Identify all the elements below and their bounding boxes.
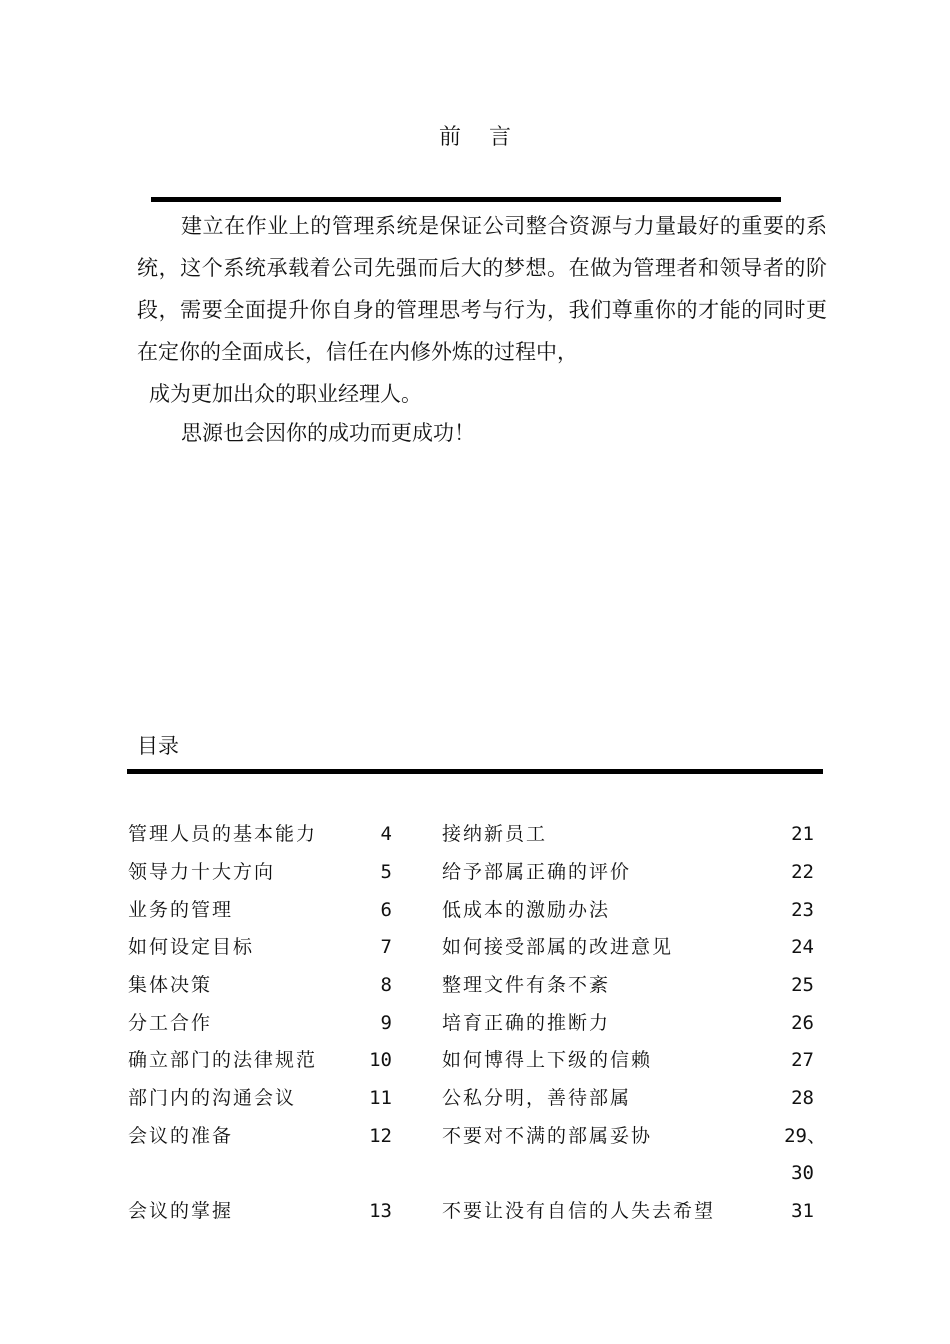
toc-entry-title: 部门内的沟通会议 xyxy=(128,1087,297,1109)
preface-paragraph-1 xyxy=(137,205,827,415)
toc-entry-title: 不要对不满的部属妥协 xyxy=(442,1125,653,1147)
toc-entry-title: 会议的准备 xyxy=(128,1125,234,1147)
toc-entry-page: 27 xyxy=(791,1049,814,1071)
toc-entry-title: 业务的管理 xyxy=(128,899,234,921)
toc-entry-title: 给予部属正确的评价 xyxy=(442,861,632,883)
toc-divider xyxy=(127,769,823,774)
toc-entry-page: 9 xyxy=(380,1012,392,1034)
toc-entry-page: 11 xyxy=(369,1087,392,1109)
toc-entry-title: 确立部门的法律规范 xyxy=(128,1049,318,1071)
toc-entry-title: 会议的掌握 xyxy=(128,1200,234,1222)
toc-entry-page: 25 xyxy=(791,974,814,996)
toc-entry-page: 5 xyxy=(380,861,392,883)
toc-entry-title: 接纳新员工 xyxy=(442,823,548,845)
preface-title: 前言 xyxy=(438,125,539,150)
toc-entry-page: 23 xyxy=(791,899,814,921)
toc-entry-page: 6 xyxy=(380,899,392,921)
toc-entry-title: 不要让没有自信的人失去希望 xyxy=(442,1200,716,1222)
toc-entry-page: 8 xyxy=(380,974,392,996)
toc-entry-page: 12 xyxy=(369,1125,392,1147)
title-divider xyxy=(151,197,781,202)
toc-entry-page: 13 xyxy=(369,1200,392,1222)
toc-entry-title: 整理文件有条不紊 xyxy=(442,974,611,996)
preface-paragraph-2: 思源也会因你的成功而更成功！ xyxy=(181,421,475,445)
toc-entry-page: 29、 xyxy=(784,1125,826,1147)
toc-entry-page: 10 xyxy=(369,1049,392,1071)
preface-paragraph-1-tail: 成为更加出众的职业经理人。 xyxy=(149,382,422,406)
toc-entry-title: 公私分明，善待部属 xyxy=(442,1087,632,1109)
toc-entry-title: 如何设定目标 xyxy=(128,936,255,958)
toc-entry-title: 如何博得上下级的信赖 xyxy=(442,1049,653,1071)
toc-entry-page: 26 xyxy=(791,1012,814,1034)
toc-entry-page: 21 xyxy=(791,823,814,845)
toc-heading: 目录 xyxy=(137,734,179,758)
toc-entry-title: 集体决策 xyxy=(128,974,213,996)
toc-entry-page: 4 xyxy=(380,823,392,845)
toc-entry-title: 分工合作 xyxy=(128,1012,213,1034)
toc-entry-page: 28 xyxy=(791,1087,814,1109)
toc-entry-title: 管理人员的基本能力 xyxy=(128,823,318,845)
toc-entry-page: 22 xyxy=(791,861,814,883)
toc-entry-page: 7 xyxy=(380,936,392,958)
toc-entry-title: 如何接受部属的改进意见 xyxy=(442,936,674,958)
toc-entry-title: 低成本的激励办法 xyxy=(442,899,611,921)
toc-entry-page: 30 xyxy=(791,1162,814,1184)
preface-paragraph-1-main: 建立在作业上的管理系统是保证公司整合资源与力量最好的重要的系统，这个系统承载着公司先强而后大的梦想。在做为管理者和领导者的阶段，需要全面提升你自身的管理思考与行为，我们尊重你的才能的同时更在定你的全面成长，信任在内修外炼的过程中， xyxy=(137,214,827,364)
toc-entry-page: 24 xyxy=(791,936,814,958)
toc-entry-title: 领导力十大方向 xyxy=(128,861,276,883)
toc-entry-title: 培育正确的推断力 xyxy=(442,1012,611,1034)
toc-entry-page: 31 xyxy=(791,1200,814,1222)
